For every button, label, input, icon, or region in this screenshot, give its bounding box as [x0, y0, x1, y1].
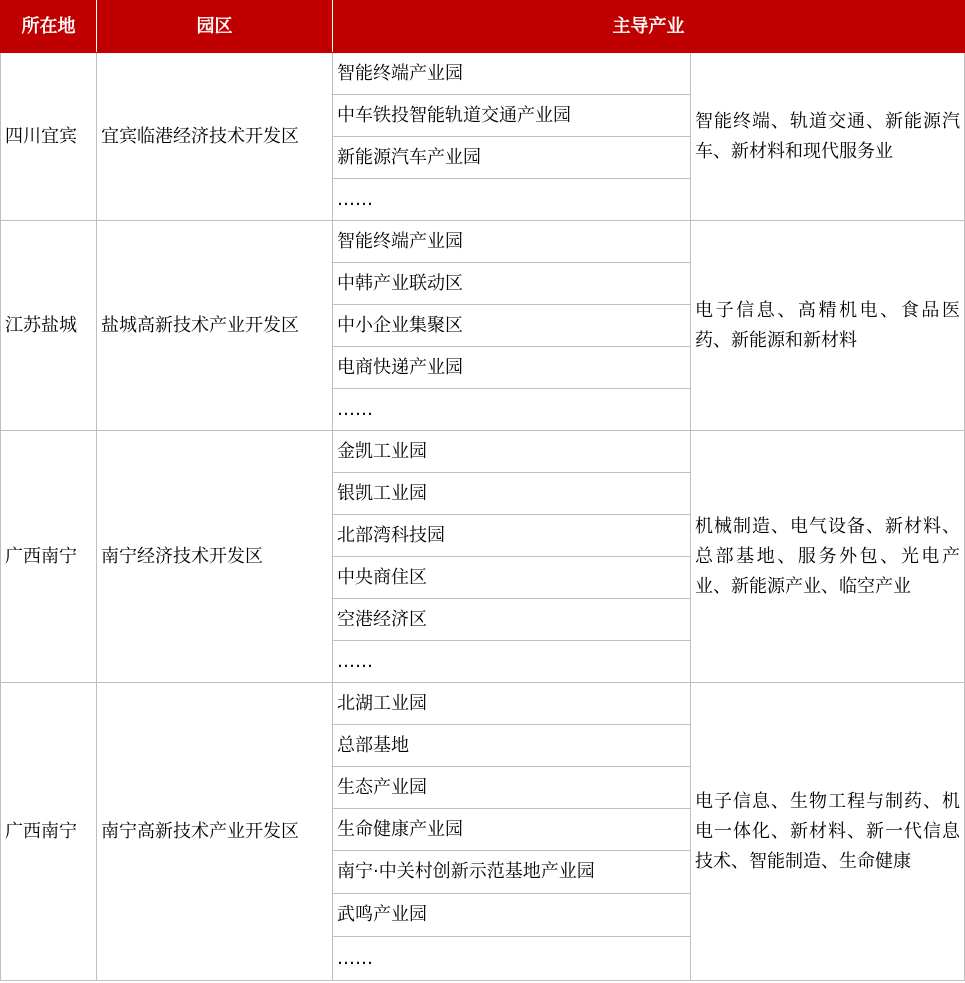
industry-cell: 电子信息、高精机电、食品医药、新能源和新材料	[691, 221, 965, 431]
park-cell: 智能终端产业园	[333, 221, 691, 263]
park-cell: 银凯工业园	[333, 473, 691, 515]
location-cell: 江苏盐城	[1, 221, 97, 431]
park-cell: 中车铁投智能轨道交通产业园	[333, 95, 691, 137]
park-cell: 新能源汽车产业园	[333, 137, 691, 179]
park-cell: 总部基地	[333, 725, 691, 767]
park-cell: 电商快递产业园	[333, 347, 691, 389]
park-cell: 生命健康产业园	[333, 809, 691, 851]
park-cell: 中小企业集聚区	[333, 305, 691, 347]
park-cell: ……	[333, 389, 691, 431]
header-zone: 园区	[97, 1, 333, 53]
park-cell: 中韩产业联动区	[333, 263, 691, 305]
zone-cell: 盐城高新技术产业开发区	[97, 221, 333, 431]
industry-cell: 电子信息、生物工程与制药、机电一体化、新材料、新一代信息技术、智能制造、生命健康	[691, 683, 965, 981]
table-row	[1, 53, 965, 95]
park-cell: 北湖工业园	[333, 683, 691, 725]
park-cell: 南宁·中关村创新示范基地产业园	[333, 851, 691, 894]
park-cell: ……	[333, 937, 691, 981]
park-cell: 空港经济区	[333, 599, 691, 641]
table-row	[1, 221, 965, 263]
park-cell: 智能终端产业园	[333, 53, 691, 95]
table-header-row	[1, 1, 965, 53]
zone-cell: 南宁高新技术产业开发区	[97, 683, 333, 981]
park-cell: 武鸣产业园	[333, 894, 691, 937]
industry-cell: 机械制造、电气设备、新材料、总部基地、服务外包、光电产业、新能源产业、临空产业	[691, 431, 965, 683]
zone-cell: 南宁经济技术开发区	[97, 431, 333, 683]
park-cell: 北部湾科技园	[333, 515, 691, 557]
park-cell: 生态产业园	[333, 767, 691, 809]
header-industry: 主导产业	[333, 1, 965, 53]
park-cell: 金凯工业园	[333, 431, 691, 473]
table-row	[1, 683, 965, 725]
table-row	[1, 431, 965, 473]
park-cell: 中央商住区	[333, 557, 691, 599]
park-cell: ……	[333, 179, 691, 221]
industry-cell: 智能终端、轨道交通、新能源汽车、新材料和现代服务业	[691, 53, 965, 221]
park-cell: ……	[333, 641, 691, 683]
location-cell: 广西南宁	[1, 683, 97, 981]
zone-cell: 宜宾临港经济技术开发区	[97, 53, 333, 221]
header-location: 所在地	[1, 1, 97, 53]
location-cell: 广西南宁	[1, 431, 97, 683]
location-cell: 四川宜宾	[1, 53, 97, 221]
